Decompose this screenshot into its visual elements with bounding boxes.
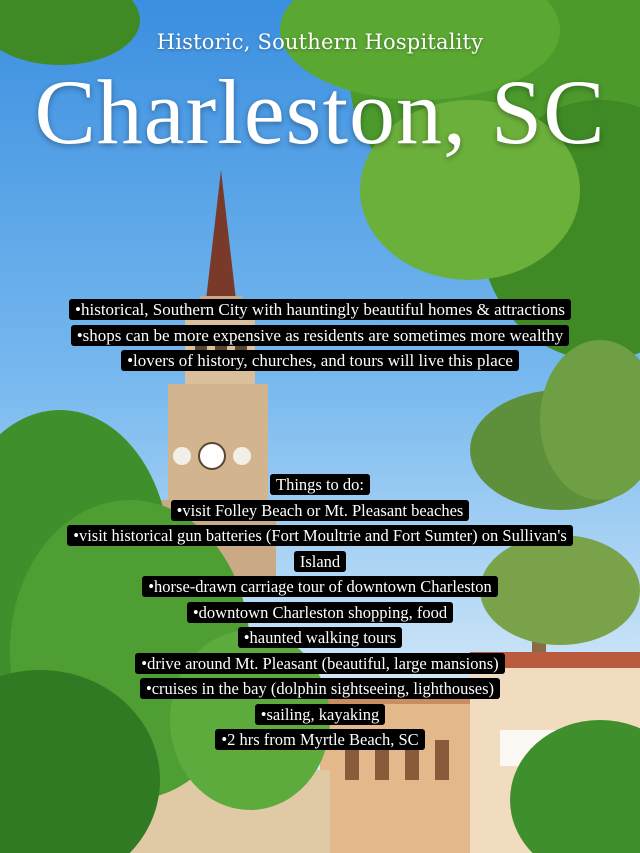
list-item: •haunted walking tours	[0, 625, 640, 651]
overview-block	[0, 297, 640, 374]
list-item: •visit historical gun batteries (Fort Moultrie and Fort Sumter) on Sullivan's	[0, 523, 640, 549]
things-to-do-block	[0, 472, 640, 753]
things-to-do-heading: Things to do:	[0, 472, 640, 498]
list-item: Island	[0, 549, 640, 575]
list-item: •sailing, kayaking	[0, 702, 640, 728]
overview-line-2: •shops can be more expensive as residents are sometimes more wealthy	[0, 323, 640, 349]
list-item: •visit Folley Beach or Mt. Pleasant beaches	[0, 498, 640, 524]
list-item: •horse-drawn carriage tour of downtown Charleston	[0, 574, 640, 600]
list-item: •downtown Charleston shopping, food	[0, 600, 640, 626]
overview-line-1: •historical, Southern City with hauntingly beautiful homes & attractions	[0, 297, 640, 323]
list-item: •drive around Mt. Pleasant (beautiful, large mansions)	[0, 651, 640, 677]
overview-line-3: •lovers of history, churches, and tours will live this place	[0, 348, 640, 374]
list-item: •2 hrs from Myrtle Beach, SC	[0, 727, 640, 753]
subtitle: Historic, Southern Hospitality	[156, 30, 484, 54]
list-item: •cruises in the bay (dolphin sightseeing, lighthouses)	[0, 676, 640, 702]
page-title: Charleston, SC	[34, 61, 606, 163]
